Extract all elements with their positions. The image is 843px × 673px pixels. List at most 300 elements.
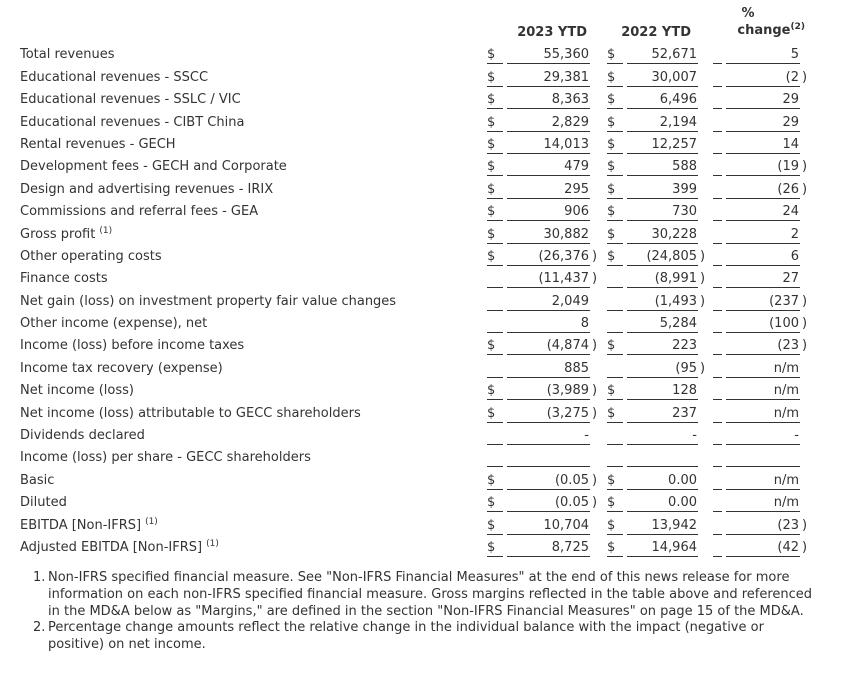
col-2023-cell	[487, 338, 603, 355]
cell-value: 30,007	[627, 70, 698, 87]
cell-value: 2,049	[507, 294, 590, 311]
cell-value: 13,942	[627, 518, 698, 535]
underline-stub	[713, 271, 722, 288]
cell-value: (1,493	[627, 294, 698, 311]
cell-value: 295	[507, 182, 590, 199]
col-2023-cell	[487, 227, 603, 244]
cell-value: 8	[507, 316, 590, 333]
col-pct-change-cell	[713, 338, 813, 355]
cell-value: (19	[726, 159, 800, 176]
row-label: Net gain (loss) on investment property fair value changes	[20, 293, 397, 309]
cell-value: 55,360	[507, 47, 590, 64]
close-paren	[800, 383, 813, 400]
row-label: Income (loss) before income taxes	[20, 338, 245, 354]
underline-stub	[713, 249, 722, 266]
col-pct-change-cell	[713, 70, 813, 87]
cell-value: 12,257	[627, 137, 698, 154]
cell-value	[726, 450, 800, 467]
table-row	[0, 64, 843, 86]
close-paren: )	[802, 69, 808, 85]
close-paren: )	[802, 293, 808, 309]
dollar-sign: $	[607, 495, 623, 512]
close-paren	[800, 115, 813, 132]
cell-value: (95	[627, 361, 698, 378]
cell-value: n/m	[726, 406, 800, 423]
cell-value: n/m	[726, 383, 800, 400]
col-2023-cell	[487, 450, 603, 467]
underline-stub	[713, 383, 722, 400]
table-row	[0, 378, 843, 400]
col-pct-change-cell	[713, 227, 813, 244]
col-pct-change-cell	[713, 115, 813, 132]
table-row	[0, 355, 843, 377]
cell-value: (3,275	[507, 406, 590, 423]
col-2023-cell	[487, 518, 603, 535]
cell-value: 27	[726, 271, 800, 288]
col-pct-change-cell	[713, 495, 813, 512]
underline-stub	[713, 428, 722, 445]
close-paren	[590, 70, 603, 87]
cell-value: (100	[726, 316, 800, 333]
close-paren: )	[592, 271, 598, 287]
col-pct-change-cell	[713, 406, 813, 423]
col-header-pct-change	[713, 5, 813, 40]
close-paren	[800, 47, 813, 64]
cell-value: 2,829	[507, 115, 590, 132]
col-2023-cell	[487, 47, 603, 64]
dollar-sign: $	[487, 540, 503, 557]
underline-stub	[713, 316, 722, 333]
cell-value: -	[726, 428, 800, 445]
close-paren	[590, 450, 603, 467]
row-label: Income (loss) per share - GECC shareholders	[20, 450, 311, 466]
close-paren	[590, 428, 603, 445]
cell-value: (23	[726, 518, 800, 535]
close-paren: )	[592, 495, 598, 511]
table-row	[0, 221, 843, 243]
col-2023-cell	[487, 540, 603, 557]
close-paren	[590, 159, 603, 176]
row-label: Gross profit $^{(1)}$	[20, 225, 113, 242]
cell-value: 8,363	[507, 92, 590, 109]
col-2022-cell	[607, 204, 711, 221]
dollar-sign: $	[607, 473, 623, 490]
dollar-sign: $	[487, 204, 503, 221]
cell-value: 6	[726, 249, 800, 266]
cell-value: 10,704	[507, 518, 590, 535]
underline-stub	[713, 450, 722, 467]
col-pct-change-cell	[713, 182, 813, 199]
cell-value: 8,725	[507, 540, 590, 557]
close-paren	[800, 92, 813, 109]
col-2023-cell	[487, 406, 603, 423]
dollar-sign: $	[607, 182, 623, 199]
close-paren	[590, 518, 603, 535]
cell-value: -	[627, 428, 698, 445]
col-2023-cell	[487, 249, 603, 266]
underline-stub	[713, 473, 722, 490]
header-spacer	[0, 39, 487, 40]
close-paren	[698, 495, 711, 512]
close-paren	[590, 361, 603, 378]
table-row	[0, 154, 843, 176]
cell-value: 479	[507, 159, 590, 176]
cell-value: (2	[726, 70, 800, 87]
dollar-sign: $	[607, 115, 623, 132]
close-paren	[698, 47, 711, 64]
close-paren	[800, 271, 813, 288]
close-paren	[800, 204, 813, 221]
row-label: EBITDA [Non-IFRS] $^{(1)}$	[20, 516, 158, 533]
close-paren	[800, 428, 813, 445]
row-label: Net income (loss)	[20, 383, 134, 399]
row-label: Other income (expense), net	[20, 316, 208, 332]
dollar-sign: $	[487, 137, 503, 154]
cell-value: 223	[627, 338, 698, 355]
close-paren	[800, 406, 813, 423]
table-body	[0, 42, 843, 557]
col-pct-change-cell	[713, 383, 813, 400]
col-pct-change-cell	[713, 473, 813, 490]
close-paren	[800, 495, 813, 512]
close-paren: )	[700, 360, 706, 376]
underline-stub	[713, 227, 722, 244]
close-paren	[698, 115, 711, 132]
cell-value: 14,964	[627, 540, 698, 557]
col-pct-change-cell	[713, 271, 813, 288]
cell-value: (24,805	[627, 249, 698, 266]
col-2023-cell	[487, 316, 603, 333]
cell-value: (42	[726, 540, 800, 557]
row-label: Educational revenues - CIBT China	[20, 114, 245, 130]
table-row	[0, 467, 843, 489]
close-paren	[590, 316, 603, 333]
col-pct-change-cell	[713, 159, 813, 176]
close-paren	[800, 473, 813, 490]
underline-stub	[713, 495, 722, 512]
close-paren	[590, 540, 603, 557]
col-pct-change-cell	[713, 294, 813, 311]
underline-stub	[487, 428, 503, 445]
col-2022-cell	[607, 227, 711, 244]
col-2023-cell	[487, 115, 603, 132]
close-paren	[698, 473, 711, 490]
col-2022-cell	[607, 338, 711, 355]
cell-value: 0.00	[627, 495, 698, 512]
footnote-text: Non-IFRS specified financial measure. See "Non-IFRS Financial Measures" at the end of this news release for more information on each non-IFRS specified financial measure. Gross margins reflected in the table above and referenced in the MD&A below as "Margins," are defined in the section "Non-IFRS Financial Measures" on page 15 of the MD&A.	[48, 569, 813, 619]
row-label: Adjusted EBITDA [Non-IFRS] $^{(1)}$	[20, 538, 219, 555]
footnote-1-ref: (1)	[145, 516, 158, 527]
close-paren	[698, 92, 711, 109]
footnote-1-ref: (1)	[206, 538, 219, 549]
col-2022-cell	[607, 249, 711, 266]
dollar-sign: $	[607, 227, 623, 244]
col-2022-cell	[607, 540, 711, 557]
row-label: Commissions and referral fees - GEA	[20, 204, 259, 220]
col-2023-cell	[487, 137, 603, 154]
dollar-sign: $	[487, 518, 503, 535]
col-2023-cell	[487, 473, 603, 490]
underline-stub	[713, 361, 722, 378]
table-row	[0, 266, 843, 288]
col-pct-change-cell	[713, 450, 813, 467]
cell-value: (11,437	[507, 271, 590, 288]
underline-stub	[713, 115, 722, 132]
col-2022-cell	[607, 137, 711, 154]
underline-stub	[713, 294, 722, 311]
cell-value: n/m	[726, 473, 800, 490]
cell-value: (23	[726, 338, 800, 355]
cell-value: (3,989	[507, 383, 590, 400]
underline-stub	[713, 137, 722, 154]
cell-value: 14,013	[507, 137, 590, 154]
underline-stub	[713, 159, 722, 176]
col-2022-cell	[607, 406, 711, 423]
cell-value: 29	[726, 92, 800, 109]
col-2023-cell	[487, 428, 603, 445]
table-row	[0, 87, 843, 109]
footnote-text: Percentage change amounts reflect the relative change in the individual balance with the impact (negative or positive) on net income.	[48, 620, 764, 653]
col-2023-cell	[487, 495, 603, 512]
close-paren	[698, 227, 711, 244]
dollar-sign: $	[487, 47, 503, 64]
cell-value: 399	[627, 182, 698, 199]
underline-stub	[487, 450, 503, 467]
underline-stub	[713, 540, 722, 557]
dollar-sign: $	[607, 540, 623, 557]
close-paren	[698, 450, 711, 467]
close-paren	[698, 383, 711, 400]
close-paren	[698, 540, 711, 557]
dollar-sign: $	[487, 159, 503, 176]
footnote-1-ref: (1)	[99, 225, 113, 236]
dollar-sign: $	[487, 70, 503, 87]
table-row	[0, 311, 843, 333]
col-header-2022-ytd: 2022 YTD	[621, 25, 691, 40]
percent-symbol: %	[741, 6, 755, 21]
row-label: Rental revenues - GECH	[20, 136, 176, 152]
col-2022-cell	[607, 518, 711, 535]
col-2022-cell	[607, 450, 711, 467]
col-2022-cell	[607, 115, 711, 132]
close-paren	[698, 70, 711, 87]
row-label: Educational revenues - SSLC / VIC	[20, 92, 241, 108]
table-row	[0, 445, 843, 467]
close-paren: )	[802, 338, 808, 354]
col-2023-cell	[487, 70, 603, 87]
table-row	[0, 333, 843, 355]
col-2022-cell	[607, 70, 711, 87]
close-paren: )	[700, 293, 706, 309]
cell-value: 5,284	[627, 316, 698, 333]
row-label: Finance costs	[20, 271, 108, 287]
footnote-1	[33, 570, 817, 620]
cell-value: 24	[726, 204, 800, 221]
close-paren: )	[802, 316, 808, 332]
dollar-sign: $	[487, 227, 503, 244]
cell-value: (4,874	[507, 338, 590, 355]
dollar-sign: $	[487, 495, 503, 512]
col-pct-change-cell	[713, 47, 813, 64]
cell-value: -	[507, 428, 590, 445]
close-paren: )	[592, 383, 598, 399]
close-paren	[590, 137, 603, 154]
col-pct-change-cell	[713, 540, 813, 557]
cell-value: 30,228	[627, 227, 698, 244]
close-paren	[590, 204, 603, 221]
col-2022-cell	[607, 92, 711, 109]
dollar-sign: $	[607, 338, 623, 355]
col-pct-change-cell	[713, 204, 813, 221]
col-2023-cell	[487, 182, 603, 199]
close-paren	[800, 361, 813, 378]
row-label: Basic	[20, 472, 55, 488]
cell-value: (8,991	[627, 271, 698, 288]
close-paren: )	[592, 405, 598, 421]
cell-value: (26	[726, 182, 800, 199]
close-paren: )	[592, 248, 598, 264]
underline-stub	[713, 338, 722, 355]
underline-stub	[607, 361, 623, 378]
close-paren	[698, 406, 711, 423]
cell-value: (0.05	[507, 495, 590, 512]
cell-value: (26,376	[507, 249, 590, 266]
cell-value: 906	[507, 204, 590, 221]
underline-stub	[713, 518, 722, 535]
table-row	[0, 42, 843, 64]
dollar-sign: $	[487, 383, 503, 400]
close-paren	[800, 450, 813, 467]
dollar-sign: $	[487, 249, 503, 266]
underline-stub	[487, 361, 503, 378]
close-paren	[698, 428, 711, 445]
underline-stub	[607, 316, 623, 333]
col-2023-cell	[487, 383, 603, 400]
close-paren: )	[802, 181, 808, 197]
dollar-sign: $	[607, 204, 623, 221]
col-2022-cell	[607, 294, 711, 311]
table-row	[0, 535, 843, 557]
close-paren: )	[802, 517, 808, 533]
close-paren	[800, 249, 813, 266]
cell-value: 6,496	[627, 92, 698, 109]
row-label: Income tax recovery (expense)	[20, 360, 223, 376]
dollar-sign: $	[607, 47, 623, 64]
col-2022-cell	[607, 159, 711, 176]
cell-value: 30,882	[507, 227, 590, 244]
col-pct-change-cell	[713, 92, 813, 109]
close-paren	[590, 92, 603, 109]
footnotes	[33, 570, 817, 654]
footnote-number: 1.	[33, 569, 46, 585]
row-label: Dividends declared	[20, 428, 145, 444]
cell-value: 885	[507, 361, 590, 378]
footnote-2-ref: (2)	[790, 22, 805, 32]
cell-value: 14	[726, 137, 800, 154]
dollar-sign: $	[487, 406, 503, 423]
dollar-sign: $	[607, 70, 623, 87]
row-label: Total revenues	[20, 47, 115, 63]
cell-value: n/m	[726, 495, 800, 512]
cell-value	[507, 450, 590, 467]
close-paren: )	[700, 248, 706, 264]
col-2022-cell	[607, 316, 711, 333]
col-2022-cell	[607, 473, 711, 490]
cell-value: 128	[627, 383, 698, 400]
cell-value: 0.00	[627, 473, 698, 490]
dollar-sign: $	[607, 518, 623, 535]
close-paren	[698, 159, 711, 176]
cell-value: 2,194	[627, 115, 698, 132]
table-row	[0, 132, 843, 154]
table-row	[0, 512, 843, 534]
dollar-sign: $	[607, 137, 623, 154]
col-header-2023-ytd: 2023 YTD	[517, 25, 587, 40]
underline-stub	[487, 294, 503, 311]
col-2022-cell	[607, 361, 711, 378]
close-paren	[590, 227, 603, 244]
table-header-row	[0, 3, 843, 40]
dollar-sign: $	[487, 92, 503, 109]
col-2023-cell	[487, 271, 603, 288]
col-2022-cell	[607, 182, 711, 199]
col-2023-cell	[487, 92, 603, 109]
underline-stub	[607, 450, 623, 467]
cell-value: 730	[627, 204, 698, 221]
table-row	[0, 176, 843, 198]
dollar-sign: $	[487, 115, 503, 132]
underline-stub	[713, 204, 722, 221]
cell-value: 52,671	[627, 47, 698, 64]
cell-value: 29	[726, 115, 800, 132]
table-row	[0, 244, 843, 266]
close-paren	[590, 47, 603, 64]
col-pct-change-cell	[713, 316, 813, 333]
dollar-sign: $	[607, 92, 623, 109]
cell-value: (0.05	[507, 473, 590, 490]
close-paren: )	[592, 472, 598, 488]
col-2023-cell	[487, 361, 603, 378]
close-paren: )	[700, 271, 706, 287]
dollar-sign: $	[607, 406, 623, 423]
row-label: Net income (loss) attributable to GECC shareholders	[20, 405, 361, 421]
underline-stub	[487, 271, 503, 288]
row-label: Diluted	[20, 495, 67, 511]
col-2022-cell	[607, 47, 711, 64]
col-pct-change-cell	[713, 137, 813, 154]
underline-stub	[487, 316, 503, 333]
col-2022-cell	[607, 495, 711, 512]
table-row	[0, 400, 843, 422]
cell-value: 2	[726, 227, 800, 244]
col-2022-cell	[607, 428, 711, 445]
change-label	[713, 22, 813, 40]
underline-stub	[607, 271, 623, 288]
cell-value: 237	[627, 406, 698, 423]
close-paren	[698, 338, 711, 355]
close-paren: )	[802, 159, 808, 175]
close-paren	[698, 316, 711, 333]
table-row	[0, 288, 843, 310]
col-2022-cell	[607, 383, 711, 400]
row-label: Educational revenues - SSCC	[20, 69, 209, 85]
col-pct-change-cell	[713, 428, 813, 445]
close-paren	[590, 294, 603, 311]
table-row	[0, 109, 843, 131]
cell-value: 5	[726, 47, 800, 64]
cell-value: 29,381	[507, 70, 590, 87]
col-2023-cell	[487, 159, 603, 176]
